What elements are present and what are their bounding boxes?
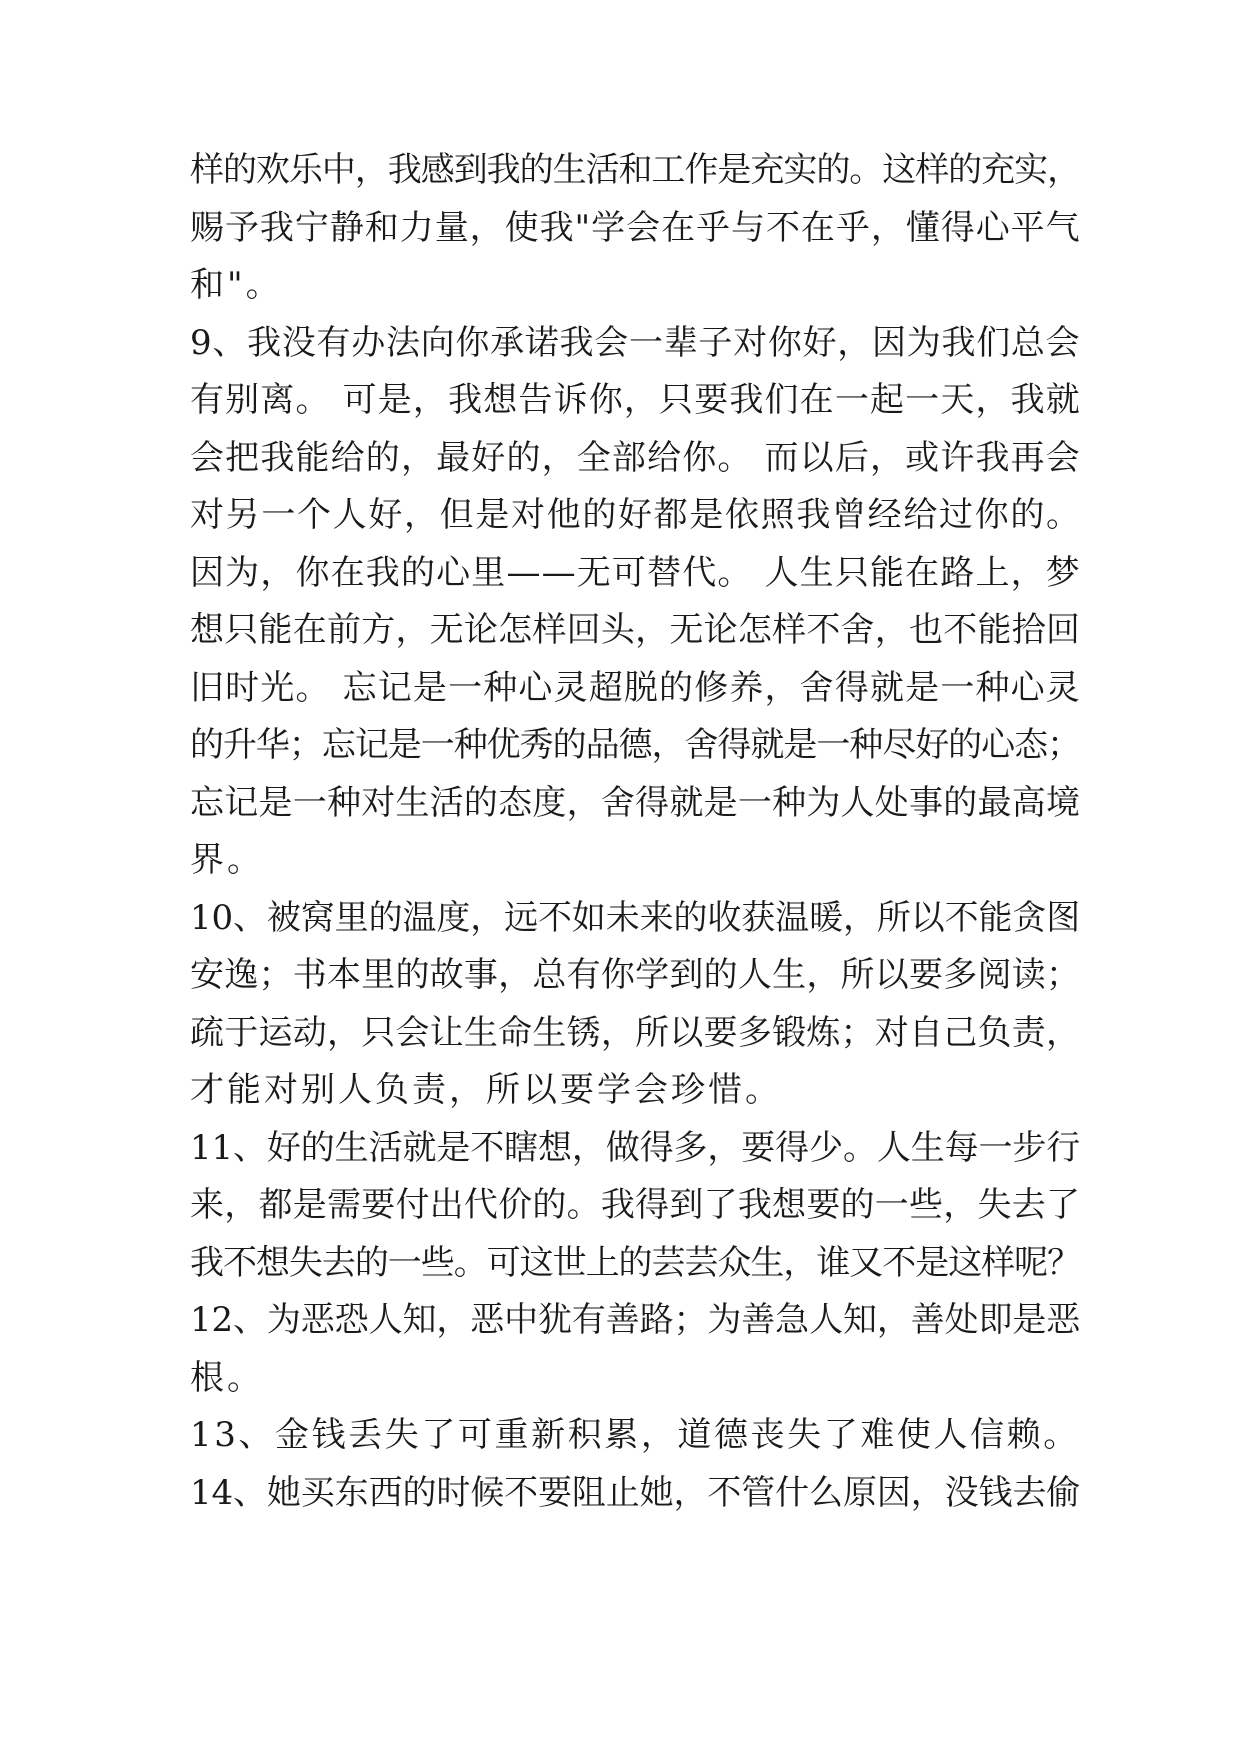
text-line: 旧时光。 忘记是一种心灵超脱的修养，舍得就是一种心灵 xyxy=(190,667,1081,708)
text-line: 赐予我宁静和力量，使我"学会在乎与不在乎，懂得心平气 xyxy=(190,207,1081,248)
text-line: 忘记是一种对生活的态度，舍得就是一种为人处事的最高境 xyxy=(190,782,1081,823)
text-line: 12、为恶恐人知，恶中犹有善路；为善急人知，善处即是恶 xyxy=(190,1300,1081,1340)
text-line: 11、好的生活就是不瞎想，做得多，要得少。人生每一步行 xyxy=(190,1127,1081,1168)
text-line: 根。 xyxy=(190,1357,264,1398)
text-line: 14、她买东西的时候不要阻止她，不管什么原因，没钱去偷 xyxy=(190,1472,1081,1513)
text-line: 疏于运动，只会让生命生锈，所以要多锻炼；对自己负责， xyxy=(190,1012,1081,1053)
text-line: 会把我能给的，最好的，全部给你。 而以后，或许我再会 xyxy=(190,437,1081,478)
text-line: 对另一个人好，但是对他的好都是依照我曾经给过你的。 xyxy=(190,495,1082,535)
text-line: 和"。 xyxy=(190,265,283,305)
text-line: 10、被窝里的温度，远不如未来的收获温暖，所以不能贪图 xyxy=(190,897,1081,938)
text-line: 因为，你在我的心里——无可替代。 人生只能在路上，梦 xyxy=(190,552,1081,593)
text-line: 有别离。 可是，我想告诉你，只要我们在一起一天，我就 xyxy=(190,380,1081,420)
text-line: 我不想失去的一些。可这世上的芸芸众生，谁又不是这样呢？ xyxy=(190,1242,1080,1283)
text-line: 13、金钱丢失了可重新积累，道德丧失了难使人信赖。 xyxy=(190,1415,1080,1455)
text-line: 安逸；书本里的故事，总有你学到的人生，所以要多阅读； xyxy=(190,955,1081,995)
text-line: 才能对别人负责，所以要学会珍惜。 xyxy=(190,1070,782,1110)
text-line: 界。 xyxy=(190,840,264,880)
text-line: 9、我没有办法向你承诺我会一辈子对你好，因为我们总会 xyxy=(190,322,1081,363)
text-line: 来，都是需要付出代价的。我得到了我想要的一些，失去了 xyxy=(190,1185,1081,1225)
body-text xyxy=(190,142,1080,1522)
text-line: 的升华；忘记是一种优秀的品德，舍得就是一种尽好的心态； xyxy=(190,725,1080,765)
text-line: 样的欢乐中，我感到我的生活和工作是充实的。这样的充实， xyxy=(190,150,1080,190)
text-line: 想只能在前方，无论怎样回头，无论怎样不舍，也不能拾回 xyxy=(190,610,1081,650)
